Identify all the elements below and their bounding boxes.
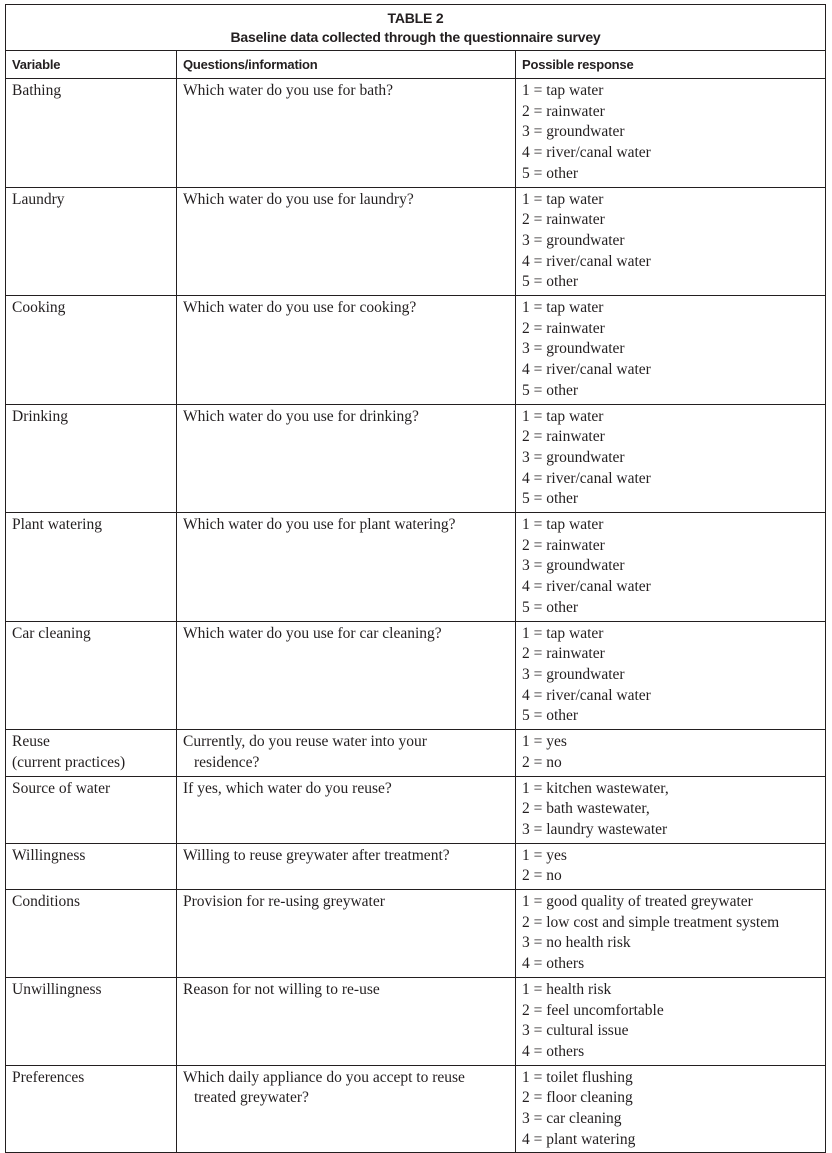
question-line: Which daily appliance do you accept to reuse bbox=[183, 1068, 465, 1086]
table-row bbox=[6, 977, 826, 1065]
table-row bbox=[6, 776, 826, 843]
variable-line: (current practices) bbox=[12, 753, 126, 771]
response-line: 2 = floor cleaning bbox=[522, 1089, 633, 1107]
response-cell bbox=[516, 1065, 826, 1153]
response-line: 2 = rainwater bbox=[522, 536, 605, 554]
question-cell bbox=[177, 843, 516, 889]
header-response: Possible response bbox=[516, 51, 826, 79]
response-line: 4 = river/canal water bbox=[522, 578, 651, 596]
response-line: 2 = rainwater bbox=[522, 211, 605, 229]
question-line: Provision for re-using greywater bbox=[183, 893, 385, 911]
variable-line: Plant watering bbox=[12, 516, 102, 534]
table-row bbox=[6, 890, 826, 978]
response-line: 3 = groundwater bbox=[522, 123, 625, 141]
variable-cell bbox=[6, 730, 177, 776]
variable-line: Conditions bbox=[12, 893, 81, 911]
response-line: 1 = tap water bbox=[522, 190, 604, 208]
variable-cell bbox=[6, 513, 177, 622]
table-row bbox=[6, 79, 826, 188]
question-cell bbox=[177, 187, 516, 296]
header-question: Questions/information bbox=[177, 51, 516, 79]
response-cell bbox=[516, 977, 826, 1065]
table-row bbox=[6, 404, 826, 513]
variable-cell bbox=[6, 977, 177, 1065]
response-cell bbox=[516, 296, 826, 405]
question-cell bbox=[177, 513, 516, 622]
table-row bbox=[6, 730, 826, 776]
response-line: 2 = bath wastewater, bbox=[522, 800, 650, 818]
response-line: 3 = no health risk bbox=[522, 934, 631, 952]
response-line: 4 = river/canal water bbox=[522, 686, 651, 704]
response-line: 1 = tap water bbox=[522, 624, 604, 642]
response-line: 1 = yes bbox=[522, 733, 567, 751]
question-cell bbox=[177, 404, 516, 513]
question-line: Willing to reuse greywater after treatment? bbox=[183, 846, 450, 864]
table-row bbox=[6, 187, 826, 296]
question-line: Which water do you use for drinking? bbox=[183, 407, 419, 425]
table-row bbox=[6, 1065, 826, 1153]
variable-cell bbox=[6, 621, 177, 730]
response-line: 1 = health risk bbox=[522, 980, 612, 998]
response-line: 1 = tap water bbox=[522, 299, 604, 317]
response-line: 4 = others bbox=[522, 955, 585, 973]
baseline-data-table bbox=[5, 4, 826, 1153]
response-line: 1 = kitchen wastewater, bbox=[522, 779, 669, 797]
variable-line: Reuse bbox=[12, 733, 50, 751]
question-cell bbox=[177, 296, 516, 405]
question-cell bbox=[177, 890, 516, 978]
variable-cell bbox=[6, 79, 177, 188]
response-line: 1 = tap water bbox=[522, 407, 604, 425]
variable-cell bbox=[6, 890, 177, 978]
response-line: 3 = car cleaning bbox=[522, 1110, 622, 1128]
table-row bbox=[6, 296, 826, 405]
response-line: 3 = groundwater bbox=[522, 231, 625, 249]
question-line: Which water do you use for cooking? bbox=[183, 299, 417, 317]
table-header-row bbox=[6, 51, 826, 79]
variable-cell bbox=[6, 404, 177, 513]
table-title-row bbox=[6, 5, 826, 51]
response-line: 4 = others bbox=[522, 1042, 585, 1060]
variable-cell bbox=[6, 187, 177, 296]
response-line: 2 = rainwater bbox=[522, 319, 605, 337]
question-cell bbox=[177, 79, 516, 188]
response-line: 3 = laundry wastewater bbox=[522, 820, 668, 838]
table-caption: Baseline data collected through the questionnaire survey bbox=[230, 29, 601, 45]
variable-line: Source of water bbox=[12, 779, 111, 797]
variable-line: Willingness bbox=[12, 846, 86, 864]
variable-line: Drinking bbox=[12, 407, 68, 425]
response-line: 3 = groundwater bbox=[522, 665, 625, 683]
question-line: Which water do you use for car cleaning? bbox=[183, 624, 442, 642]
variable-line: Laundry bbox=[12, 190, 65, 208]
response-line: 2 = no bbox=[522, 753, 562, 771]
header-variable: Variable bbox=[6, 51, 177, 79]
response-line: 5 = other bbox=[522, 273, 579, 291]
response-line: 2 = rainwater bbox=[522, 645, 605, 663]
response-line: 3 = groundwater bbox=[522, 448, 625, 466]
variable-line: Cooking bbox=[12, 299, 66, 317]
question-cell bbox=[177, 977, 516, 1065]
response-cell bbox=[516, 890, 826, 978]
response-line: 4 = river/canal water bbox=[522, 144, 651, 162]
response-line: 5 = other bbox=[522, 164, 579, 182]
response-line: 1 = yes bbox=[522, 846, 567, 864]
response-line: 5 = other bbox=[522, 707, 579, 725]
question-cell bbox=[177, 1065, 516, 1153]
response-line: 4 = river/canal water bbox=[522, 361, 651, 379]
question-line: Currently, do you reuse water into your bbox=[183, 733, 427, 751]
response-cell bbox=[516, 776, 826, 843]
response-line: 2 = no bbox=[522, 867, 562, 885]
table-row bbox=[6, 621, 826, 730]
question-line: If yes, which water do you reuse? bbox=[183, 779, 392, 797]
table-title bbox=[6, 5, 826, 51]
response-line: 1 = tap water bbox=[522, 82, 604, 99]
question-line: Which water do you use for bath? bbox=[183, 82, 394, 99]
variable-line: Unwillingness bbox=[12, 980, 102, 998]
variable-cell bbox=[6, 843, 177, 889]
variable-line: Car cleaning bbox=[12, 624, 91, 642]
response-line: 1 = good quality of treated greywater bbox=[522, 893, 753, 911]
table-body bbox=[6, 79, 826, 1153]
question-line: treated greywater? bbox=[194, 1089, 309, 1107]
response-line: 3 = cultural issue bbox=[522, 1022, 629, 1040]
response-cell bbox=[516, 404, 826, 513]
variable-line: Preferences bbox=[12, 1068, 85, 1086]
response-line: 5 = other bbox=[522, 598, 579, 616]
response-line: 4 = river/canal water bbox=[522, 252, 651, 270]
response-line: 2 = low cost and simple treatment system bbox=[522, 913, 780, 931]
response-cell bbox=[516, 187, 826, 296]
response-cell bbox=[516, 730, 826, 776]
question-line: Reason for not willing to re-use bbox=[183, 980, 380, 998]
question-cell bbox=[177, 776, 516, 843]
question-line: residence? bbox=[194, 753, 260, 771]
response-line: 3 = groundwater bbox=[522, 557, 625, 575]
question-cell bbox=[177, 621, 516, 730]
question-cell bbox=[177, 730, 516, 776]
response-line: 5 = other bbox=[522, 490, 579, 508]
response-line: 2 = rainwater bbox=[522, 428, 605, 446]
response-line: 3 = groundwater bbox=[522, 340, 625, 358]
response-line: 1 = toilet flushing bbox=[522, 1068, 633, 1086]
table-label: TABLE 2 bbox=[387, 10, 444, 26]
variable-cell bbox=[6, 1065, 177, 1153]
response-line: 5 = other bbox=[522, 381, 579, 399]
question-line: Which water do you use for laundry? bbox=[183, 190, 414, 208]
variable-line: Bathing bbox=[12, 82, 62, 99]
response-line: 2 = rainwater bbox=[522, 102, 605, 120]
response-line: 1 = tap water bbox=[522, 516, 604, 534]
response-cell bbox=[516, 621, 826, 730]
table-row bbox=[6, 843, 826, 889]
variable-cell bbox=[6, 776, 177, 843]
table-row bbox=[6, 513, 826, 622]
question-line: Which water do you use for plant watering? bbox=[183, 516, 456, 534]
response-line: 4 = river/canal water bbox=[522, 469, 651, 487]
response-cell bbox=[516, 843, 826, 889]
response-line: 2 = feel uncomfortable bbox=[522, 1001, 664, 1019]
response-cell bbox=[516, 513, 826, 622]
variable-cell bbox=[6, 296, 177, 405]
response-line: 4 = plant watering bbox=[522, 1130, 636, 1148]
response-cell bbox=[516, 79, 826, 188]
